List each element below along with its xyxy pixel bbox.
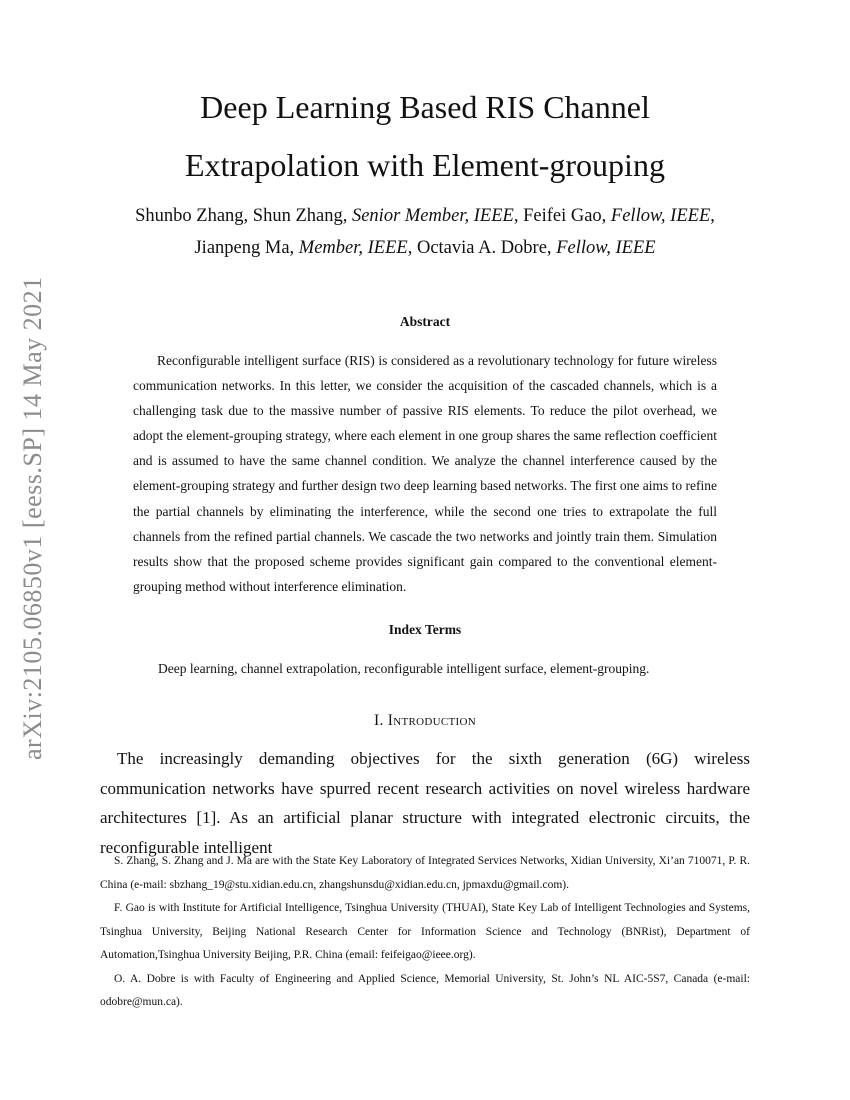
footnote: O. A. Dobre is with Faculty of Engineering and Applied Science, Memorial University, St. John’s NL AIC-5S7, Canada (e-mail: odobre@mun.ca). <box>100 972 750 1008</box>
author-membership: Senior Member, IEEE <box>351 206 514 226</box>
introduction-paragraph: The increasingly demanding objectives for the sixth generation (6G) wireless communication networks have spurred recent research activities on novel wireless hardware architectures [1]. As an artificial planar structure with integrated electronic circuits, the reconfigurable intelligent <box>100 749 750 857</box>
footnote: S. Zhang, S. Zhang and J. Ma are with the State Key Laboratory of Integrated Services Networks, Xidian University, Xi’an 710071, P. R. China (e-mail: sbzhang_19@stu.xidian.edu.cn, zhangshunsdu@xidian.edu.cn, jpmaxdu@gmail.com). <box>100 855 750 891</box>
arxiv-identifier: arXiv:2105.06850v1 [eess.SP] 14 May 2021 <box>18 276 47 760</box>
author-text: , <box>710 206 715 226</box>
author-membership: Member, IEEE <box>298 238 408 258</box>
abstract-heading: Abstract <box>399 314 451 329</box>
section-number: I. <box>373 712 388 729</box>
author-text: , Octavia A. Dobre, <box>407 238 557 258</box>
author-line-1 <box>80 200 770 232</box>
footnotes <box>100 850 750 1015</box>
author-line-2 <box>80 232 770 264</box>
author-text: Shunbo Zhang, Shun Zhang, <box>135 206 352 226</box>
section-title: Introduction <box>387 712 476 729</box>
abstract-text: Reconfigurable intelligent surface (RIS) is considered as a revolutionary technology for future wireless communication networks. In this letter, we consider the acquisition of the cascaded channels, which is a challenging task due to the massive number of passive RIS elements. To reduce the pilot overhead, we adopt the element-grouping strategy, where each element in one group shares the same reflection coefficient and is assumed to have the same channel condition. We analyze the channel interference caused by the element-grouping strategy and further design two deep learning based networks. The first one aims to refine the partial channels by eliminating the interference, while the second one tries to extrapolate the full channels from the refined partial channels. We cascade the two networks and jointly train them. Simulation results show that the proposed scheme provides significant gain compared to the conventional element-grouping method without interference elimination. <box>133 353 718 594</box>
footnote: F. Gao is with Institute for Artificial Intelligence, Tsinghua University (THUAI), State Key Lab of Intelligent Technologies and Systems, Tsinghua University, Beijing National Research Center for Information Science and Technology (BNRist), Department of Automation,Tsinghua University Beijing, P.R. China (email: feifeigao@ieee.org). <box>100 902 750 961</box>
author-membership: Fellow, IEEE <box>610 206 711 226</box>
author-list <box>80 200 770 264</box>
paper-title <box>100 78 750 194</box>
index-terms-text: Deep learning, channel extrapolation, reconfigurable intelligent surface, element-grouping. <box>158 661 650 676</box>
section-heading-introduction <box>0 712 850 730</box>
title-line-2: Extrapolation with Element-grouping <box>185 147 665 183</box>
author-membership: Fellow, IEEE <box>556 238 656 258</box>
title-line-1: Deep Learning Based RIS Channel <box>200 89 650 125</box>
author-text: , Feifei Gao, <box>513 206 611 226</box>
author-text: Jianpeng Ma, <box>194 238 299 258</box>
index-terms-heading: Index Terms <box>388 622 462 637</box>
